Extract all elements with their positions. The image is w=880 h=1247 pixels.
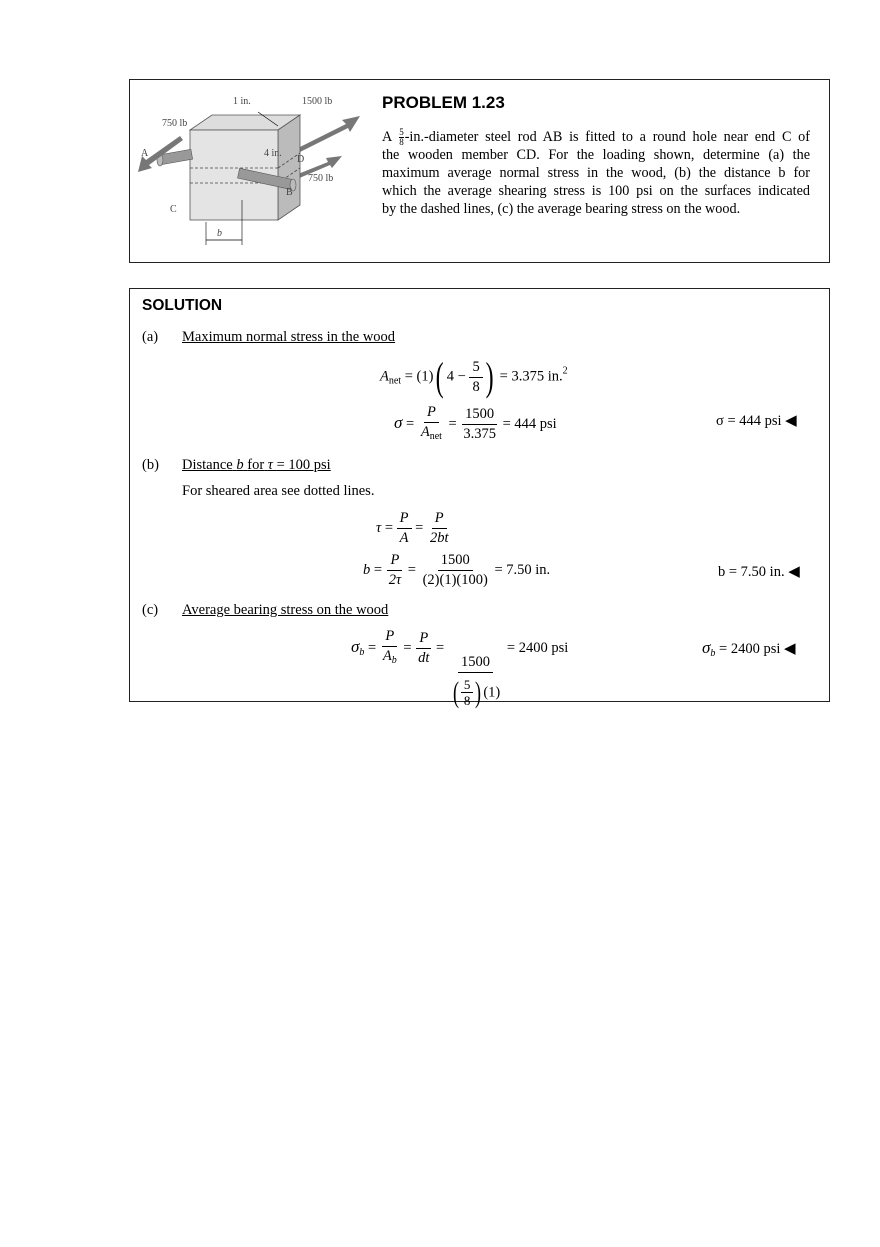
problem-text — [382, 128, 810, 218]
problem-line-2: the wooden member CD. For the loading shown, determine (a) the — [382, 147, 810, 163]
problem-line-4: which the average shearing stress is 100 psi on the surfaces indicated — [382, 183, 810, 199]
bearing-equation: $\sigma_b$ = $\frac{P}{A_b}$ = $\frac{P}{dt}$ = 1500 ( $\frac{5}{8}$ ) (1) = 2400 psi — [351, 628, 569, 709]
part-a-tag: (a) — [142, 329, 159, 345]
part-b-tag: (b) — [142, 457, 159, 473]
problem-line-3: maximum average normal stress in the wood, (b) the distance b for — [382, 165, 810, 181]
fig-label-C: C — [170, 204, 177, 215]
anet-equation: $A_{net} = (1)$( 4 − $\frac{5}{8}$ ) = 3.375 in.$^2$ — [380, 354, 568, 399]
fig-label-750a: 750 lb — [162, 118, 188, 129]
fig-label-D: D — [297, 154, 305, 165]
problem-box — [129, 79, 830, 263]
problem-line-1: A $\frac{5}{8}$ -in.-diameter steel rod AB is fitted to a round hole near end C of — [382, 127, 810, 148]
answer-a: σ = 444 psi ◀ — [716, 413, 797, 429]
problem-title: PROBLEM 1.23 — [382, 93, 505, 112]
part-b-note: For sheared area see dotted lines. — [182, 483, 375, 499]
answer-c: $\sigma_b = 2400$ psi ◀ — [702, 638, 796, 659]
diameter-fraction: $\frac{5}{8}$ — [399, 127, 404, 148]
part-c-tag: (c) — [142, 602, 159, 618]
solution-title: SOLUTION — [142, 297, 223, 314]
part-a-heading: Maximum normal stress in the wood — [182, 329, 396, 345]
problem-figure — [138, 90, 370, 260]
answer-b: b = 7.50 in. ◀ — [718, 564, 800, 580]
sigma-equation: σ = $\frac{P}{A_{net}}$ = $\frac{1500}{3.375}$ = 444 psi — [394, 404, 557, 442]
solution-box — [129, 288, 830, 709]
fig-label-4in: 4 in. — [264, 148, 282, 159]
b-equation: b = $\frac{P}{2\tau}$ = $\frac{1500}{(2)(1)(100)}$ = 7.50 in. — [363, 552, 551, 588]
fig-label-B: B — [286, 187, 293, 198]
tau-equation: τ = $\frac{P}{A}$ = $\frac{P}{2bt}$ — [376, 510, 449, 546]
part-b-heading: Distance b for τ = 100 psi — [182, 457, 331, 473]
fig-label-A: A — [141, 148, 149, 159]
fig-label-b: b — [217, 228, 222, 239]
fig-label-1500: 1500 lb — [302, 96, 333, 107]
problem-line-5: by the dashed lines, (c) the average bearing stress on the wood. — [382, 201, 741, 217]
part-c-heading: Average bearing stress on the wood — [182, 602, 389, 618]
fig-label-750b: 750 lb — [308, 173, 334, 184]
fig-label-1in: 1 in. — [233, 96, 251, 107]
